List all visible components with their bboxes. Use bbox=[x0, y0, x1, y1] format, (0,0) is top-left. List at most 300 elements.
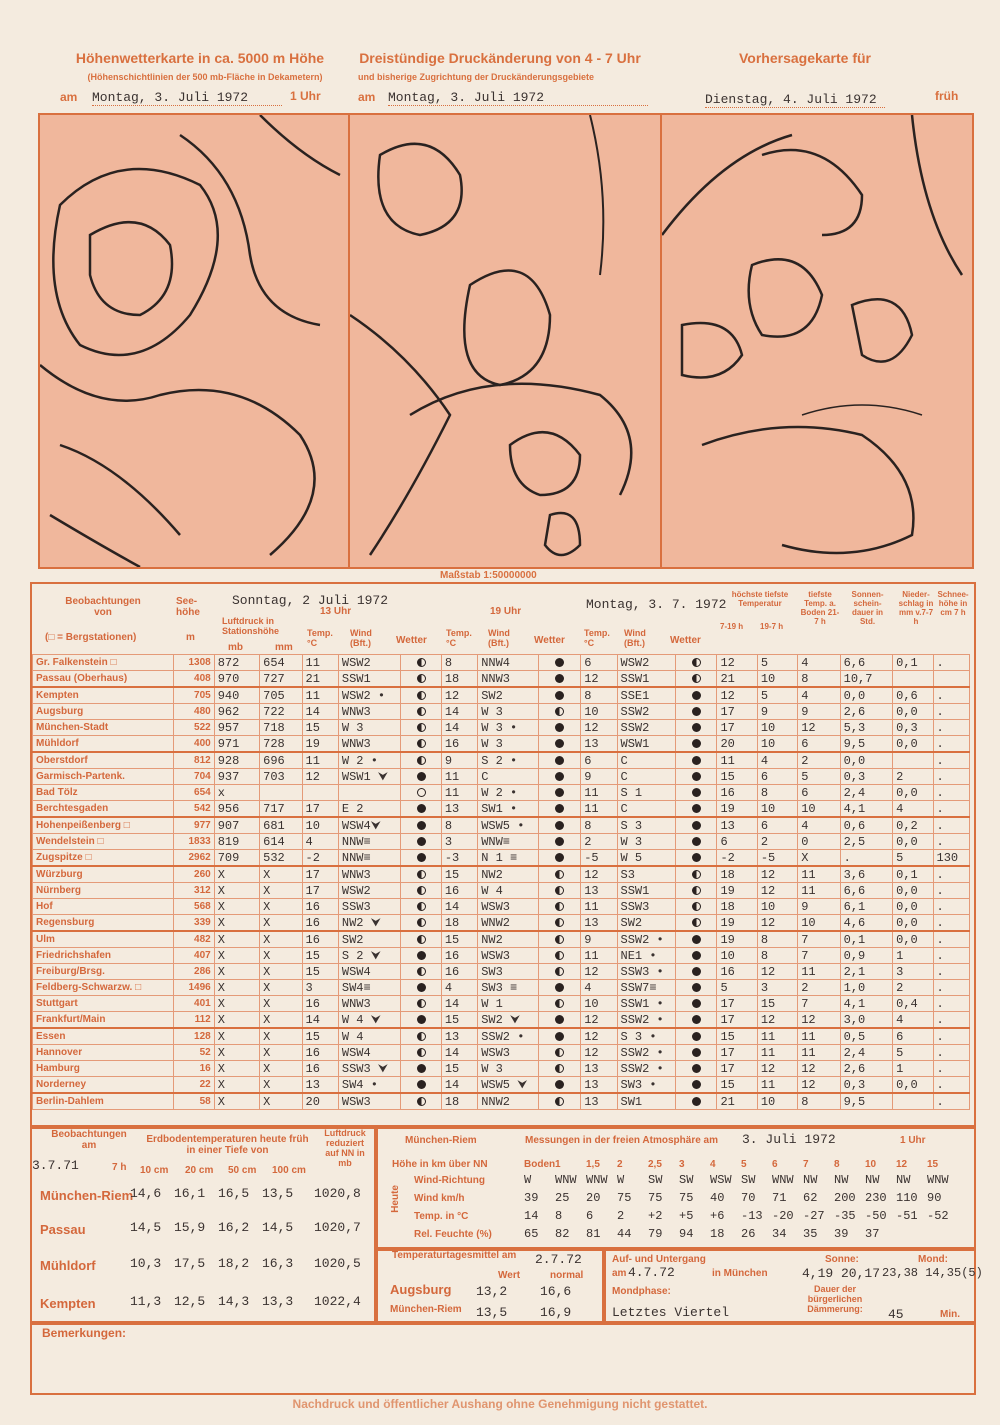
sun-sonne-value: 4,19 20,17 bbox=[802, 1266, 881, 1281]
obs-cell-min: 12 bbox=[757, 883, 797, 899]
obs-h19: 19 Uhr bbox=[490, 606, 522, 617]
obs-cell-w19: NNW3 bbox=[478, 671, 539, 688]
obs-row bbox=[33, 801, 970, 818]
obs-cell-mb: X bbox=[214, 915, 259, 932]
weather-symbol-icon bbox=[538, 785, 580, 801]
soil-value: 13,3 bbox=[262, 1294, 294, 1309]
map1-title: Höhenwetterkarte in ca. 5000 m Höhe bbox=[75, 50, 325, 66]
station-name: Oberstdorf bbox=[33, 752, 174, 769]
obs-cell-w19: W 3 bbox=[478, 736, 539, 753]
air-cell: 25 bbox=[555, 1191, 570, 1205]
obs-cell-w13: SW2 bbox=[338, 931, 401, 948]
obs-cell-mm bbox=[260, 785, 302, 801]
obs-cell-max: 15 bbox=[717, 769, 757, 785]
obs-cell-nie: 6 bbox=[893, 1028, 933, 1045]
weather-symbol-icon bbox=[401, 1077, 441, 1094]
soil-col-1: 20 cm bbox=[185, 1165, 214, 1176]
soil-pressure: 1020,5 bbox=[314, 1256, 361, 1271]
obs-cell-son: 2,5 bbox=[840, 834, 893, 850]
obs-cell-nie: 5 bbox=[893, 1045, 933, 1061]
obs-cell-w19: SW2 bbox=[478, 687, 539, 704]
station-name: Passau (Oberhaus) bbox=[33, 671, 174, 688]
obs-cell-min: 10 bbox=[757, 801, 797, 818]
obs-cell-t13: 17 bbox=[302, 883, 338, 899]
air-cell: 81 bbox=[586, 1227, 601, 1241]
obs-cell-t13: 15 bbox=[302, 720, 338, 736]
obs-tiefste: tiefste Temp. a. Boden 21-7 h bbox=[800, 590, 840, 626]
obs-cell-max: 19 bbox=[717, 883, 757, 899]
air-cell: 15 bbox=[927, 1159, 939, 1170]
weather-symbol-icon bbox=[538, 752, 580, 769]
obs-sonne: Sonnen-schein-dauer in Std. bbox=[851, 590, 884, 626]
obs-cell-son: 2,1 bbox=[840, 964, 893, 980]
obs-cell-t7: -5 bbox=[581, 850, 617, 867]
obs-day2: Montag, 3. 7. 1972 bbox=[586, 597, 727, 612]
obs-cell-son: 0,5 bbox=[840, 1028, 893, 1045]
obs-cell-max: 19 bbox=[717, 931, 757, 948]
sun-title: Auf- und Untergang bbox=[612, 1254, 706, 1265]
obs-cell-h: 654 bbox=[174, 785, 214, 801]
obs-cell-t19: 18 bbox=[441, 915, 477, 932]
sun-phase-label: Mondphase: bbox=[612, 1286, 671, 1297]
obs-cell-max: 17 bbox=[717, 704, 757, 720]
obs-cell-sch bbox=[933, 671, 969, 688]
obs-cell-nie: 0,1 bbox=[893, 655, 933, 671]
obs-cell-max: 19 bbox=[717, 915, 757, 932]
obs-cell-t7: 11 bbox=[581, 801, 617, 818]
map1-time: 1 Uhr bbox=[290, 89, 321, 103]
obs-nieder: Nieder-schlag in mm v.7-7 h bbox=[898, 590, 934, 626]
obs-cell-min: 3 bbox=[757, 980, 797, 996]
remarks-label: Bemerkungen: bbox=[42, 1326, 127, 1340]
obs-cell-min: 11 bbox=[757, 1077, 797, 1094]
obs-cell-w13: W 4 ⮟ bbox=[338, 1012, 401, 1029]
obs-cell-son: 2,4 bbox=[840, 1045, 893, 1061]
obs-cell-h: 705 bbox=[174, 687, 214, 704]
obs-cell-nie: 0,0 bbox=[893, 899, 933, 915]
weather-symbol-icon bbox=[401, 704, 441, 720]
obs-row bbox=[33, 769, 970, 785]
obs-cell-w13: E 2 bbox=[338, 801, 401, 818]
weather-symbol-icon bbox=[676, 980, 717, 996]
air-cell: 35 bbox=[803, 1227, 818, 1241]
air-cell: WSW bbox=[710, 1173, 732, 1187]
air-cell: 2 bbox=[617, 1209, 625, 1223]
station-name: München-Stadt bbox=[33, 720, 174, 736]
obs-row bbox=[33, 736, 970, 753]
obs-cell-t13: 4 bbox=[302, 834, 338, 850]
obs-cell-t19: 16 bbox=[441, 736, 477, 753]
obs-cell-mb: X bbox=[214, 964, 259, 980]
obs-cell-t13: 17 bbox=[302, 866, 338, 883]
obs-cell-w13: SSW3 ⮟ bbox=[338, 1061, 401, 1077]
obs-cell-t19: 12 bbox=[441, 687, 477, 704]
obs-cell-t7: 2 bbox=[581, 834, 617, 850]
obs-schnee: Schnee-höhe in cm 7 h bbox=[937, 590, 969, 617]
obs-cell-mm: 532 bbox=[260, 850, 302, 867]
obs-cell-h: 522 bbox=[174, 720, 214, 736]
obs-cell-tb: 9 bbox=[798, 899, 840, 915]
weather-symbol-icon bbox=[401, 720, 441, 736]
station-name: Hof bbox=[33, 899, 174, 915]
obs-cell-t13 bbox=[302, 785, 338, 801]
obs-cell-nie: 1 bbox=[893, 948, 933, 964]
obs-cell-w19: W 1 bbox=[478, 996, 539, 1012]
obs-cell-w7: SSW2 • bbox=[617, 1012, 676, 1029]
air-cell: WNW bbox=[555, 1173, 577, 1187]
air-cell: +5 bbox=[679, 1209, 694, 1223]
air-cell: 39 bbox=[524, 1191, 539, 1205]
remarks-box bbox=[30, 1321, 976, 1395]
obs-cell-t7: 8 bbox=[581, 817, 617, 834]
obs-cell-w13: WSW2 • bbox=[338, 687, 401, 704]
obs-cell-son: 9,5 bbox=[840, 1093, 893, 1110]
air-cell: WNW bbox=[772, 1173, 794, 1187]
pressure-change-map bbox=[348, 113, 662, 569]
weather-symbol-icon bbox=[401, 769, 441, 785]
obs-cell-t19: 13 bbox=[441, 801, 477, 818]
obs-cell-t7: 11 bbox=[581, 785, 617, 801]
obs-cell-t7: 12 bbox=[581, 964, 617, 980]
tmean-normal: normal bbox=[550, 1270, 584, 1281]
air-cell: -50 bbox=[865, 1209, 887, 1223]
air-cell: 65 bbox=[524, 1227, 539, 1241]
map3-time: früh bbox=[935, 89, 959, 103]
obs-cell-mm: 696 bbox=[260, 752, 302, 769]
obs-cell-tb: 2 bbox=[798, 752, 840, 769]
air-cell: SW bbox=[741, 1173, 756, 1187]
air-cell: SW bbox=[648, 1173, 663, 1187]
weather-symbol-icon bbox=[401, 948, 441, 964]
obs-cell-t13: 12 bbox=[302, 769, 338, 785]
obs-cell-tb: 12 bbox=[798, 1012, 840, 1029]
sun-am: am bbox=[612, 1268, 627, 1279]
obs-cell-min: 12 bbox=[757, 1012, 797, 1029]
weather-symbol-icon bbox=[401, 883, 441, 899]
obs-cell-son: 4,6 bbox=[840, 915, 893, 932]
obs-cell-sch: . bbox=[933, 687, 969, 704]
obs-cell-w7: C bbox=[617, 769, 676, 785]
obs-cell-w19: SW2 ⮟ bbox=[478, 1012, 539, 1029]
weather-symbol-icon bbox=[676, 671, 717, 688]
obs-cell-min: 10 bbox=[757, 720, 797, 736]
obs-cell-h: 339 bbox=[174, 915, 214, 932]
obs-cell-mb: 940 bbox=[214, 687, 259, 704]
obs-cell-w19: WSW3 bbox=[478, 899, 539, 915]
weather-symbol-icon bbox=[676, 769, 717, 785]
air-cell: 44 bbox=[617, 1227, 632, 1241]
obs-cell-t7: 13 bbox=[581, 1077, 617, 1094]
weather-symbol-icon bbox=[676, 1093, 717, 1110]
obs-cell-h: 22 bbox=[174, 1077, 214, 1094]
soil-value: 16,3 bbox=[262, 1256, 294, 1271]
obs-cell-t19: 15 bbox=[441, 1012, 477, 1029]
obs-cell-t7: 12 bbox=[581, 866, 617, 883]
obs-cell-h: 260 bbox=[174, 866, 214, 883]
obs-row bbox=[33, 704, 970, 720]
obs-cell-max: 12 bbox=[717, 687, 757, 704]
station-name: Regensburg bbox=[33, 915, 174, 932]
station-name: Gr. Falkenstein □ bbox=[33, 655, 174, 671]
obs-cell-nie bbox=[893, 1093, 933, 1110]
weather-symbol-icon bbox=[538, 1045, 580, 1061]
air-cell: NW bbox=[896, 1173, 911, 1187]
air-cell: 70 bbox=[741, 1191, 756, 1205]
obs-cell-tb: 12 bbox=[798, 1077, 840, 1094]
soil-pressure: 1020,8 bbox=[314, 1186, 361, 1201]
obs-cell-min: 15 bbox=[757, 996, 797, 1012]
weather-symbol-icon bbox=[538, 948, 580, 964]
obs-mm: mm bbox=[275, 642, 293, 653]
air-cell: 26 bbox=[741, 1227, 756, 1241]
weather-symbol-icon bbox=[401, 655, 441, 671]
obs-cell-w7: SSW1 bbox=[617, 671, 676, 688]
weather-symbol-icon bbox=[401, 687, 441, 704]
obs-cell-max: 17 bbox=[717, 996, 757, 1012]
sun-mond-label: Mond: bbox=[918, 1254, 948, 1265]
obs-cell-max: 18 bbox=[717, 899, 757, 915]
weather-symbol-icon bbox=[538, 736, 580, 753]
obs-cell-h: 312 bbox=[174, 883, 214, 899]
soil-col-0: 10 cm bbox=[140, 1165, 169, 1176]
forecast-isobars bbox=[662, 115, 972, 567]
obs-cell-min: 8 bbox=[757, 785, 797, 801]
obs-cell-mm: 727 bbox=[260, 671, 302, 688]
soil-value: 15,9 bbox=[174, 1220, 206, 1235]
obs-row bbox=[33, 752, 970, 769]
soil-value: 16,2 bbox=[218, 1220, 250, 1235]
obs-cell-t13: 13 bbox=[302, 1077, 338, 1094]
obs-cell-t7: 4 bbox=[581, 980, 617, 996]
weather-symbol-icon bbox=[538, 883, 580, 899]
obs-cell-nie: 3 bbox=[893, 964, 933, 980]
map3-date: Dienstag, 4. Juli 1972 bbox=[705, 92, 885, 108]
obs-cell-min: 11 bbox=[757, 1028, 797, 1045]
obs-row bbox=[33, 980, 970, 996]
obs-row bbox=[33, 1077, 970, 1094]
air-cell: W bbox=[617, 1173, 625, 1187]
obs-cell-min: 10 bbox=[757, 736, 797, 753]
obs-cell-t19: 8 bbox=[441, 817, 477, 834]
obs-cell-sch: . bbox=[933, 883, 969, 899]
weather-symbol-icon bbox=[401, 964, 441, 980]
obs-cell-tb: 10 bbox=[798, 915, 840, 932]
obs-cell-t19: 18 bbox=[441, 671, 477, 688]
obs-cell-w19: NW2 bbox=[478, 931, 539, 948]
obs-cell-h: 112 bbox=[174, 1012, 214, 1029]
air-cell: 5 bbox=[741, 1159, 747, 1170]
weather-symbol-icon bbox=[401, 801, 441, 818]
air-row-label: Temp. in °C bbox=[414, 1211, 469, 1222]
station-name: Zugspitze □ bbox=[33, 850, 174, 867]
obs-cell-sch: 130 bbox=[933, 850, 969, 867]
obs-cell-w13: W 2 • bbox=[338, 752, 401, 769]
map1-am-label: am bbox=[60, 90, 78, 104]
weather-symbol-icon bbox=[676, 899, 717, 915]
obs-head-label: Beobachtungen von bbox=[65, 596, 141, 618]
soil-head-luft: Luftdruck reduziert auf NN in mb bbox=[324, 1128, 366, 1168]
weather-symbol-icon bbox=[401, 980, 441, 996]
obs-cell-t13: 3 bbox=[302, 980, 338, 996]
tmean-row-1-normal: 16,9 bbox=[540, 1305, 572, 1320]
obs-cell-t19: 14 bbox=[441, 1045, 477, 1061]
obs-cell-w13: S 2 ⮟ bbox=[338, 948, 401, 964]
air-row-label: Wind km/h bbox=[414, 1193, 465, 1204]
obs-cell-tb: 6 bbox=[798, 736, 840, 753]
obs-cell-w13: WNW3 bbox=[338, 866, 401, 883]
obs-cell-min: 12 bbox=[757, 1061, 797, 1077]
obs-cell-t13: 16 bbox=[302, 915, 338, 932]
soil-value: 17,5 bbox=[174, 1256, 206, 1271]
air-cell: 79 bbox=[648, 1227, 663, 1241]
obs-cell-tb: 4 bbox=[798, 655, 840, 671]
obs-cell-min: 6 bbox=[757, 769, 797, 785]
obs-cell-w13: W 4 bbox=[338, 1028, 401, 1045]
weather-symbol-icon bbox=[676, 1012, 717, 1029]
air-cell: 34 bbox=[772, 1227, 787, 1241]
obs-cell-max: 13 bbox=[717, 817, 757, 834]
obs-cell-sch: . bbox=[933, 736, 969, 753]
obs-cell-t19: 15 bbox=[441, 866, 477, 883]
obs-cell-tb: 9 bbox=[798, 704, 840, 720]
weather-symbol-icon bbox=[401, 817, 441, 834]
weather-symbol-icon bbox=[401, 752, 441, 769]
sun-daemmerung-value: 45 bbox=[888, 1307, 904, 1322]
obs-cell-max: 18 bbox=[717, 866, 757, 883]
weather-symbol-icon bbox=[538, 1077, 580, 1094]
air-date: 3. Juli 1972 bbox=[742, 1132, 836, 1147]
soil-head-obs: Beobachtungen am bbox=[51, 1129, 127, 1151]
obs-cell-mm: X bbox=[260, 948, 302, 964]
tmean-row-1-name: München-Riem bbox=[390, 1304, 462, 1315]
obs-head-m: m bbox=[186, 632, 195, 643]
weather-symbol-icon bbox=[538, 801, 580, 818]
weather-symbol-icon bbox=[401, 834, 441, 850]
obs-cell-son: 0,0 bbox=[840, 687, 893, 704]
air-cell: +2 bbox=[648, 1209, 663, 1223]
sun-phase: Letztes Viertel bbox=[612, 1305, 730, 1320]
obs-cell-t13: 15 bbox=[302, 948, 338, 964]
obs-cell-t19: 11 bbox=[441, 785, 477, 801]
obs-cell-mm: X bbox=[260, 883, 302, 899]
obs-cell-t19: 16 bbox=[441, 948, 477, 964]
obs-cell-w13: WSW2 bbox=[338, 883, 401, 899]
obs-cell-tb: 4 bbox=[798, 687, 840, 704]
weather-symbol-icon bbox=[538, 817, 580, 834]
air-cell: -27 bbox=[803, 1209, 825, 1223]
obs-cell-h: 1308 bbox=[174, 655, 214, 671]
obs-cell-nie: 2 bbox=[893, 769, 933, 785]
obs-cell-mm: 681 bbox=[260, 817, 302, 834]
air-cell: 90 bbox=[927, 1191, 942, 1205]
obs-row bbox=[33, 655, 970, 671]
obs-cell-t13: 14 bbox=[302, 704, 338, 720]
obs-cell-tb: 7 bbox=[798, 948, 840, 964]
weather-symbol-icon bbox=[676, 1028, 717, 1045]
obs-cell-mb: X bbox=[214, 1061, 259, 1077]
obs-row bbox=[33, 915, 970, 932]
obs-cell-t13: 21 bbox=[302, 671, 338, 688]
station-name: Berlin-Dahlem bbox=[33, 1093, 174, 1110]
obs-cell-max: 17 bbox=[717, 1012, 757, 1029]
obs-cell-w19: W 4 bbox=[478, 883, 539, 899]
weather-symbol-icon bbox=[538, 1093, 580, 1110]
obs-cell-mm: 703 bbox=[260, 769, 302, 785]
obs-cell-nie: 0,0 bbox=[893, 736, 933, 753]
obs-cell-nie: 0,3 bbox=[893, 720, 933, 736]
weather-symbol-icon bbox=[676, 1061, 717, 1077]
obs-cell-son: 5,3 bbox=[840, 720, 893, 736]
sun-daemmerung-label: Dauer der bürgerlichen Dämmerung: bbox=[807, 1284, 863, 1314]
obs-cell-h: 128 bbox=[174, 1028, 214, 1045]
air-cell: 8 bbox=[555, 1209, 563, 1223]
obs-cell-h: 286 bbox=[174, 964, 214, 980]
obs-cell-w13: WSW2 bbox=[338, 655, 401, 671]
obs-row bbox=[33, 671, 970, 688]
obs-cell-sch: . bbox=[933, 964, 969, 980]
air-cell: 14 bbox=[524, 1209, 539, 1223]
station-name: Freiburg/Brsg. bbox=[33, 964, 174, 980]
obs-cell-w7: WSW2 bbox=[617, 655, 676, 671]
tmean-row-1-wert: 13,5 bbox=[476, 1305, 508, 1320]
obs-cell-min: 6 bbox=[757, 817, 797, 834]
obs-cell-t13: 20 bbox=[302, 1093, 338, 1110]
obs-cell-w7: SW1 bbox=[617, 1093, 676, 1110]
station-name: Würzburg bbox=[33, 866, 174, 883]
obs-cell-sch: . bbox=[933, 899, 969, 915]
air-cell: WNW bbox=[927, 1173, 949, 1187]
soil-col-3: 100 cm bbox=[272, 1165, 306, 1176]
obs-wind13: Wind (Bft.) bbox=[350, 628, 372, 648]
obs-cell-max: 17 bbox=[717, 1045, 757, 1061]
obs-row bbox=[33, 1028, 970, 1045]
obs-cell-min: 5 bbox=[757, 655, 797, 671]
obs-cell-sch: . bbox=[933, 834, 969, 850]
obs-cell-w19: W 3 • bbox=[478, 720, 539, 736]
tmean-row-0-name: Augsburg bbox=[390, 1282, 452, 1297]
obs-cell-son: 4,1 bbox=[840, 801, 893, 818]
obs-cell-son: 6,6 bbox=[840, 655, 893, 671]
weather-symbol-icon bbox=[401, 899, 441, 915]
obs-cell-w7: S 3 bbox=[617, 817, 676, 834]
obs-cell-w19: WNW2 bbox=[478, 915, 539, 932]
obs-cell-mb: 872 bbox=[214, 655, 259, 671]
obs-cell-w19: WSW3 bbox=[478, 948, 539, 964]
obs-cell-h: 977 bbox=[174, 817, 214, 834]
obs-cell-h: 400 bbox=[174, 736, 214, 753]
obs-cell-mb: X bbox=[214, 1045, 259, 1061]
air-cell: 94 bbox=[679, 1227, 694, 1241]
obs-cell-nie: 4 bbox=[893, 1012, 933, 1029]
obs-cell-w13: SW4 • bbox=[338, 1077, 401, 1094]
obs-cell-t7: 9 bbox=[581, 769, 617, 785]
obs-cell-nie: 0,0 bbox=[893, 704, 933, 720]
obs-cell-mb: 819 bbox=[214, 834, 259, 850]
obs-head-seehoehe: See-höhe bbox=[176, 596, 200, 618]
obs-cell-t19: 8 bbox=[441, 655, 477, 671]
obs-cell-tb: 7 bbox=[798, 996, 840, 1012]
obs-cell-t13: 11 bbox=[302, 687, 338, 704]
obs-cell-son: 3,6 bbox=[840, 866, 893, 883]
air-row-label: Rel. Feuchte (%) bbox=[414, 1229, 492, 1240]
station-name: Norderney bbox=[33, 1077, 174, 1094]
obs-cell-h: 401 bbox=[174, 996, 214, 1012]
air-cell: 75 bbox=[679, 1191, 694, 1205]
soil-value: 10,3 bbox=[130, 1256, 162, 1271]
air-title: Messungen in der freien Atmosphäre am bbox=[525, 1135, 719, 1146]
obs-cell-t19: 4 bbox=[441, 980, 477, 996]
obs-cell-tb: X bbox=[798, 850, 840, 867]
